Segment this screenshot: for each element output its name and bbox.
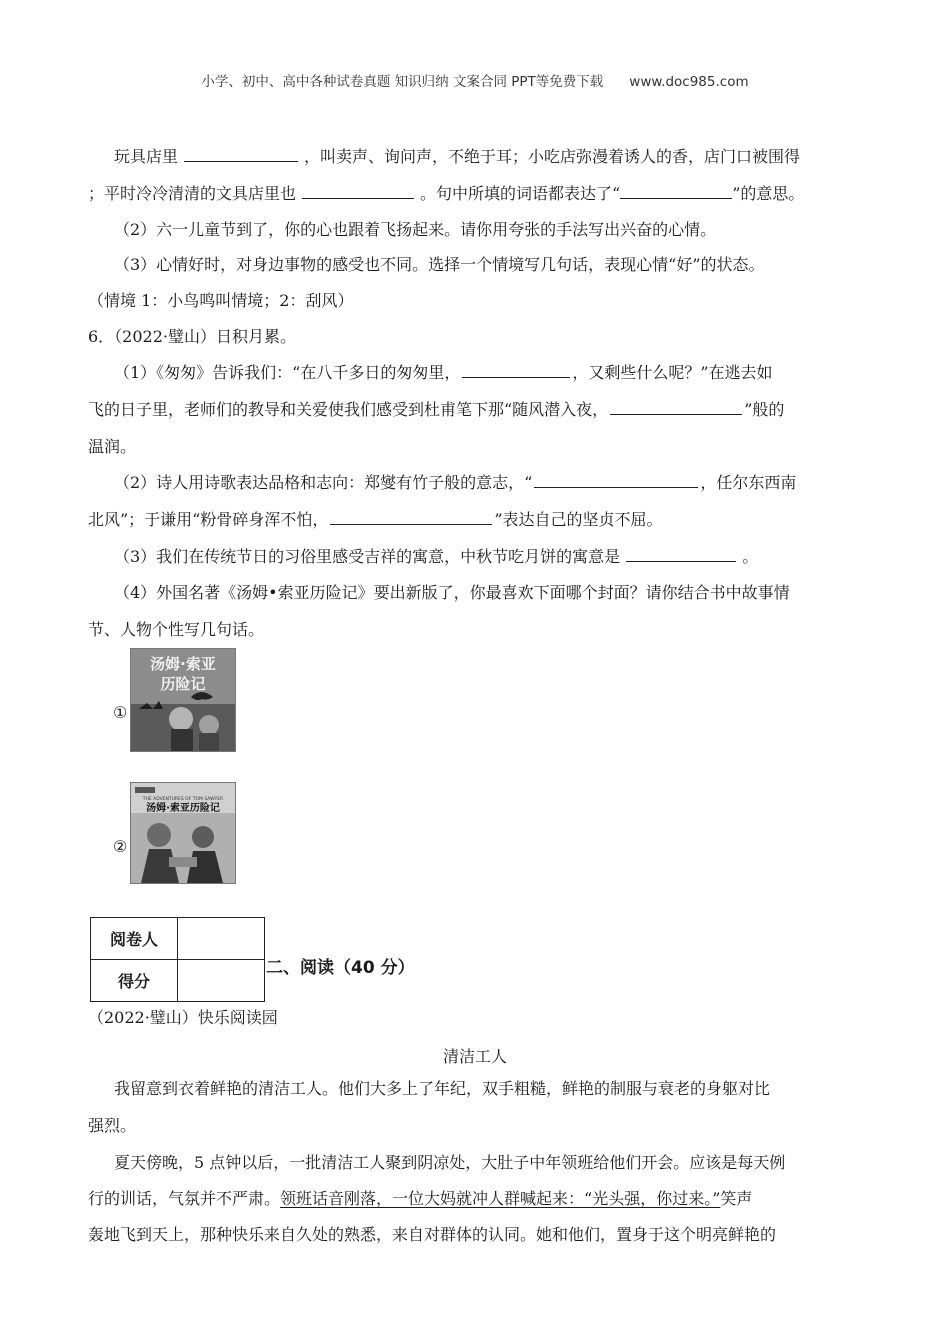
- passage-p2-line1: 夏天傍晚，5 点钟以后，一批清洁工人聚到阴凉处，大肚子中年领班给他们开会。应该是每天例: [114, 1153, 786, 1172]
- q6-p4-line1: （4）外国名著《汤姆•索亚历险记》要出新版了，你最喜欢下面哪个封面？请你结合书中故事情: [114, 583, 790, 602]
- answer-blank[interactable]: [462, 362, 570, 378]
- q6-p2-line2: 北风”；于谦用“粉骨碎身浑不怕， ”表达自己的坚贞不屈。: [88, 510, 663, 529]
- header-site[interactable]: www.doc985.com: [629, 74, 749, 90]
- passage-p1-line1: 我留意到衣着鲜艳的清洁工人。他们大多上了年纪，双手粗糙，鲜艳的制服与衰老的身躯对比: [114, 1079, 771, 1098]
- cover-option-1[interactable]: [130, 648, 236, 752]
- answer-blank[interactable]: [626, 546, 736, 562]
- q5-line2: ；平时冷冷清清的文具店里也 。句中所填的词语都表达了“ ”的意思。: [88, 184, 805, 203]
- cover-2-title: 汤姆·索亚历险记: [146, 803, 220, 814]
- q5-p3-contexts: （情境 1：小鸟鸣叫情境；2：刮风）: [88, 291, 354, 310]
- answer-blank[interactable]: [610, 399, 742, 415]
- cover-2-english-title: THE ADVENTURES OF TOM SAWYER: [142, 797, 224, 802]
- q5-line1: 玩具店里 ，叫卖声、询问声，不绝于耳；小吃店弥漫着诱人的香，店门口被围得: [114, 147, 801, 166]
- option-2-label: ②: [113, 837, 128, 856]
- answer-blank[interactable]: [184, 146, 298, 162]
- q5-p2: （2）六一儿童节到了，你的心也跟着飞扬起来。请你用夸张的手法写出兴奋的心情。: [114, 220, 717, 239]
- passage-p2-line3: 轰地飞到天上，那种快乐来自久处的熟悉，来自对群体的认同。她和他们，置身于这个明亮鲜艳的: [88, 1225, 777, 1244]
- score-label: 得分: [91, 960, 178, 1002]
- reviewer-cell[interactable]: [178, 918, 265, 960]
- answer-blank[interactable]: [330, 509, 492, 525]
- answer-blank[interactable]: [534, 472, 698, 488]
- passage-title: 清洁工人: [442, 1047, 507, 1066]
- cover-option-2[interactable]: [130, 782, 236, 884]
- q6-title: 6．（2022·璧山）日积月累。: [88, 327, 296, 346]
- page-header: [0, 70, 950, 90]
- q5-p3: （3）心情好时，对身边事物的感受也不同。选择一个情境写几句话，表现心情“好”的状态。: [114, 255, 765, 274]
- q6-p1-line1: （1）《匆匆》告诉我们：“在八千多日的匆匆里， ，又剩些什么呢？”在逃去如: [114, 363, 773, 382]
- score-cell[interactable]: [178, 960, 265, 1002]
- header-text: 小学、初中、高中各种试卷真题 知识归纳 文案合同 PPT等免费下载: [201, 74, 604, 90]
- cover-2-illustration: [131, 783, 235, 883]
- option-1-label: ①: [113, 703, 128, 722]
- reviewer-label: 阅卷人: [91, 918, 178, 960]
- reading-source: （2022·璧山）快乐阅读园: [88, 1008, 278, 1027]
- cover-1-title-bottom: 历险记: [160, 675, 206, 693]
- underlined-sentence: 领班话音刚落，一位大妈就冲人群喊起来：“光头强，你过来。”: [280, 1189, 721, 1208]
- score-table: [90, 917, 265, 1002]
- cover-1-illustration: [131, 649, 235, 751]
- passage-p2-line2: 行的训话，气氛并不严肃。领班话音刚落，一位大妈就冲人群喊起来：“光头强，你过来。”笑声: [88, 1189, 753, 1208]
- q6-p2-line1: （2）诗人用诗歌表达品格和志向：郑燮有竹子般的意志，“ ，任尔东西南: [114, 473, 797, 492]
- q6-p1-line2: 飞的日子里，老师们的教导和关爱使我们感受到杜甫笔下那“随风潜入夜， ”般的: [88, 400, 785, 419]
- q6-p3: （3）我们在传统节日的习俗里感受吉祥的寓意，中秋节吃月饼的寓意是 。: [114, 547, 759, 566]
- section-title: 二、阅读（40 分）: [266, 958, 415, 978]
- answer-blank[interactable]: [302, 183, 414, 199]
- passage-p1-line2: 强烈。: [88, 1116, 137, 1135]
- q6-p1-line3: 温润。: [88, 437, 137, 456]
- q6-p4-line2: 节、人物个性写几句话。: [88, 620, 265, 639]
- answer-blank[interactable]: [620, 183, 732, 199]
- cover-1-title-top: 汤姆·索亚: [150, 655, 216, 673]
